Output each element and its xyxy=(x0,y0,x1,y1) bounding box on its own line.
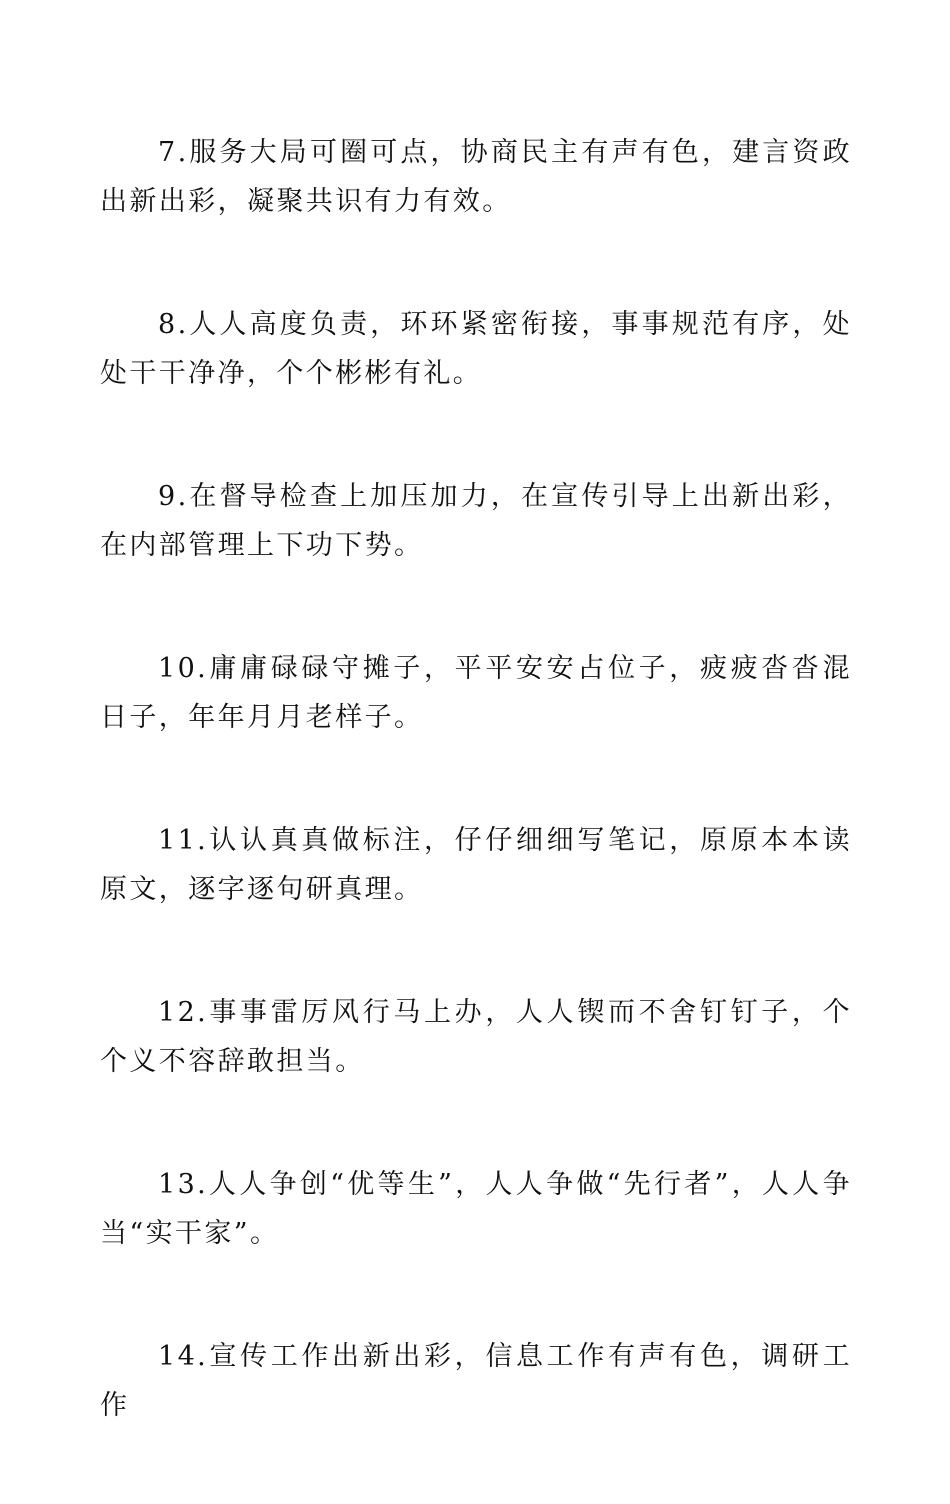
paragraph-14: 14.宣传工作出新出彩，信息工作有声有色，调研工作 xyxy=(100,1341,852,1421)
paragraph-12: 12.事事雷厉风行马上办，人人锲而不舍钉钉子，个个义不容辞敢担当。 xyxy=(100,997,852,1077)
paragraph-8: 8.人人高度负责，环环紧密衔接，事事规范有序，处处干干净净，个个彬彬有礼。 xyxy=(100,309,852,389)
paragraph-13: 13.人人争创“优等生”，人人争做“先行者”，人人争当“实干家”。 xyxy=(100,1169,852,1249)
paragraph-10: 10.庸庸碌碌守摊子，平平安安占位子，疲疲沓沓混日子，年年月月老样子。 xyxy=(100,653,852,733)
document-body xyxy=(100,128,852,1504)
paragraph-11: 11.认认真真做标注，仔仔细细写笔记，原原本本读原文，逐字逐句研真理。 xyxy=(100,825,852,905)
paragraph-7: 7.服务大局可圈可点，协商民主有声有色，建言资政出新出彩，凝聚共识有力有效。 xyxy=(100,137,852,217)
paragraph-9: 9.在督导检查上加压加力，在宣传引导上出新出彩，在内部管理上下功下势。 xyxy=(100,481,852,561)
